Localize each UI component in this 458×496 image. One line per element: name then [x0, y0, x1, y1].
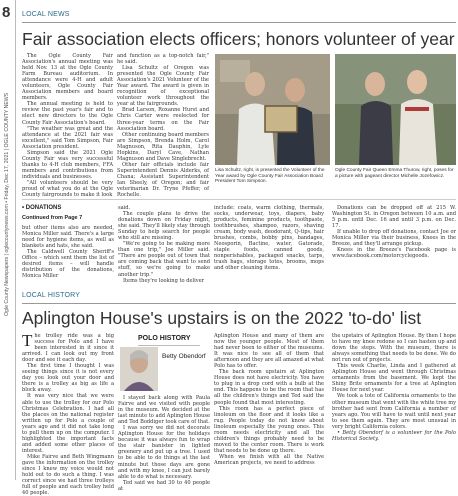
paragraph: We took a tote of California ornaments to the other museum that went with the white tree my brother had sent from California a number of years ago. You will have to wait until next year to see them again. They are most unusual in very bright California colors.: [332, 393, 456, 430]
page-number: 8: [2, 4, 11, 21]
history-column-2: [118, 395, 210, 492]
section-label-local-news: LOCAL NEWS: [22, 11, 70, 18]
paragraph: "We're going to be making more than one trip," Joe Miller said. "There are people out of town that are coming back that want to send stuff, so we're going to make another trip.": [118, 241, 210, 278]
drop-cap: T: [22, 331, 33, 350]
paragraph: The back room upstairs at Aplington House does not have electricity. You have to plug in a drop cord with a bulb at the end. This happens to be the room that has all the children's things and Ted said the people found that most interesting.: [214, 369, 324, 406]
photo-fair-queen: [335, 54, 456, 165]
paragraph: "All volunteers should be very proud of what you do at the Ogle County fairgrounds to make it look: [22, 179, 113, 199]
paragraph: If unable to drop off donations, contact Joe or Monica Miller via their business, Knees in the Breeze, and they'll arrange pickup.: [332, 229, 456, 248]
section-label-local-history: LOCAL HISTORY: [22, 292, 81, 299]
donations-column-1: [22, 225, 114, 279]
headline-fair-association: Fair association elects officers; honors volunteer of year: [22, 29, 455, 49]
column-header-box: [118, 333, 210, 393]
history-column-1: [22, 333, 114, 496]
paragraph: The first time I thought I was seeing things since it is not every day you look out your door and there is a trolley as big as life a block away.: [22, 363, 114, 394]
donations-column-2: [118, 205, 210, 284]
paragraph: Mike Fairve and Beth Wingmann gave the information on the trolley since I knew my voice would not hold out to do such a thing. I was correct since we had three trolleys full of people and each trolley held 40 people.: [22, 453, 114, 496]
author-note: • Betty Obendorf is a volunteer for the Polo Historical Society.: [332, 429, 456, 442]
photo-caption-1: Lisa Schultz, right, is presented the Volunteer of the Year award by Ogle County Fair Association Board President Tom Simpson.: [215, 168, 325, 185]
photo-caption-2: Ogle County Fair Queen Emma Thurow, right, poses for a picture with pageant director Michelle Jozefowicz.: [335, 168, 454, 179]
paragraph: The annual meeting is held to review the past year's fair and to elect new directors to the Ogle County Fair Association's board.: [22, 101, 113, 126]
paragraph: The Ogle County Fair Association's annual meeting was held Nov. 13 at the Ogle County Farm Bureau auditorium. In attendance were 4-H and adult volunteers, Ogle County Fair Association members and board members.: [22, 53, 113, 102]
paragraph: This week Charlie, Linda and I gathered at Aplington House and went through Christmas ornaments from the basement. We kept the Shiny Brite ornaments for a tree at Aplington House for next year.: [332, 363, 456, 394]
paragraph: Brad Larson, Roxanne Hurst and Chris Carter were reelected for three-year terms on the Fair Association board.: [117, 107, 209, 132]
paragraph: Other fair officials include fair Superintendent Dennis Alderks, of Chana; Assistant Superintendent Ian Sheely, of Oregon; and fair veterinarian Dr. Tryne Pfeffer, of Rochelle.: [117, 161, 209, 199]
paragraph: I stayed back along with Paula Fairve and we visited with people in the museum. We decided at the last minute to add Aplington House and Ted Boddiger took care of that.: [118, 395, 210, 426]
history-column-3: [214, 333, 324, 466]
paragraph: and function as a top-notch fair," he said.: [117, 53, 209, 66]
paragraph: Items they're looking to deliver: [123, 277, 205, 284]
paragraph: include: coats, warm clothing, thermals, socks, underwear, toys, diapers, baby products, feminine products, toothpaste, toothbrushes, shampoo, razors, shaving cream, body wash, deodorant, Q-tips, hair brushes, combs, bobby pins, bandages, Neosporin, Bactine, water, Gatorade, staple foods, canned goods, nonperishables, packaged snacks, tarps, trash bags, storage totes, brooms, mops and other cleaning items.: [214, 205, 324, 272]
paragraph: Knees in the Breeze's Facebook page is www.facebook.com/motorcyclegoods.: [332, 247, 456, 260]
history-column-4: [332, 333, 456, 442]
paragraph: said.: [118, 205, 131, 211]
author-photo: [120, 347, 158, 391]
donations-column-3: [214, 205, 324, 272]
paragraph: This room has a perfect piece of linoleum on the floor and it looks like a rug. People today do not know about linoleum especially the young ones. This room needs electricity and all the children's things probably need to be moved to the center room. There is work that needs to be done up there.: [214, 405, 324, 454]
paragraph: I was sorry we did not decorate Aplington House for the holidays because it was always fun to wrap the stair banister in lighted greenery and put up a tree. I used to be able to do things at the last minute but those days are gone and with my knee, I can just barely able to do what is necessary.: [118, 425, 210, 480]
paragraph: Lisa Schultz of Oregon was presented the Ogle County Fair Association's 2021 Volunteer of the Year award. The award is given in recognition of exceptional volunteer work throughout the year at the fairgrounds.: [117, 65, 209, 108]
donations-column-4: [332, 205, 456, 259]
headline-aplington-house: Aplington House's upstairs is on the 2022 'to-do' list: [22, 308, 422, 328]
donations-label: • DONATIONS: [22, 205, 62, 211]
column-label: POLO HISTORY: [138, 335, 191, 342]
jump-line: Continued from Page 7: [22, 215, 83, 221]
paragraph: the upstairs of Aplington House. By then I hope to have my knee redone so I can hasten up and down the steps. With the museum, there is always something that needs to be done. We do not run out of projects.: [332, 333, 456, 364]
paragraph: he trolley ride was a big success for Polo and I have been interested in it since it arrived. I can look out my front door and see it each day.: [22, 333, 114, 364]
paragraph: When we finish with all the Native American projects, we need to address: [214, 453, 324, 466]
paragraph: The Caldwell County Sheriff's Office – which sent them the list of desired items – will handle distribution of the donations, Monica Miller: [22, 249, 114, 280]
divider: [22, 199, 456, 200]
paragraph: Donations can be dropped off at 215 W. Washington St. in Oregon between 10 a.m. and 5 p.m. until Dec. 16 and until 3 p.m. on Dec. 17.: [332, 205, 456, 230]
article-column-2: [117, 53, 209, 198]
paragraph: The couple plans to drive the donations down on Friday night, she said. They'll likely stay through Sunday to help search for people who still are missing.: [118, 211, 210, 242]
paragraph: Aplington House and many of them are now the younger people. Most of them had never been to either of the museums. It was nice to see all of them that afternoon and they are all amazed at what Polo has to offer.: [214, 333, 324, 370]
divider: [22, 303, 456, 304]
paragraph: Other continuing board members are Simpson, Brenda Holm, Carol Magnuson, Rita Dauphin, Lyle Hopkins, Daryl Cave, Nathan Magnuson and Dave Singlebrecht.: [117, 131, 209, 162]
paragraph: but other items also are needed, Monica Miller said. There's a large need for hygiene items, as well as blankets and hats, she said.: [22, 225, 114, 250]
byline: Betty Obendorf: [162, 353, 206, 360]
paragraph: It was very nice that we were able to use the trolley for our Polo Christmas Celebration. I had all the places on the national register written up for Polo a couple of years ago and it did not take long to pull them up on the computer. I highlighted the important facts and added some other places of interest.: [22, 393, 114, 454]
paragraph: Simpson said the 2021 Ogle County Fair was very successful thanks to 4-H club members, FFA members and contributions from individuals and businesses.: [22, 149, 113, 180]
divider: [22, 22, 456, 23]
divider: [138, 345, 200, 346]
rail-folio: Ogle County Newspapers | oglecountynews.com • Friday, Dec 17, 2021 | OGLE COUNTY NEWS: [4, 92, 10, 316]
paragraph: Ted said we had 30 to 40 people at: [118, 479, 210, 492]
paragraph: "The weather was great and the attendance at the 2021 fair was excellent," said Tom Simpson, Fair Association president.: [22, 125, 113, 150]
article-column-1: [22, 53, 113, 198]
photo-volunteer-award: [215, 54, 330, 165]
